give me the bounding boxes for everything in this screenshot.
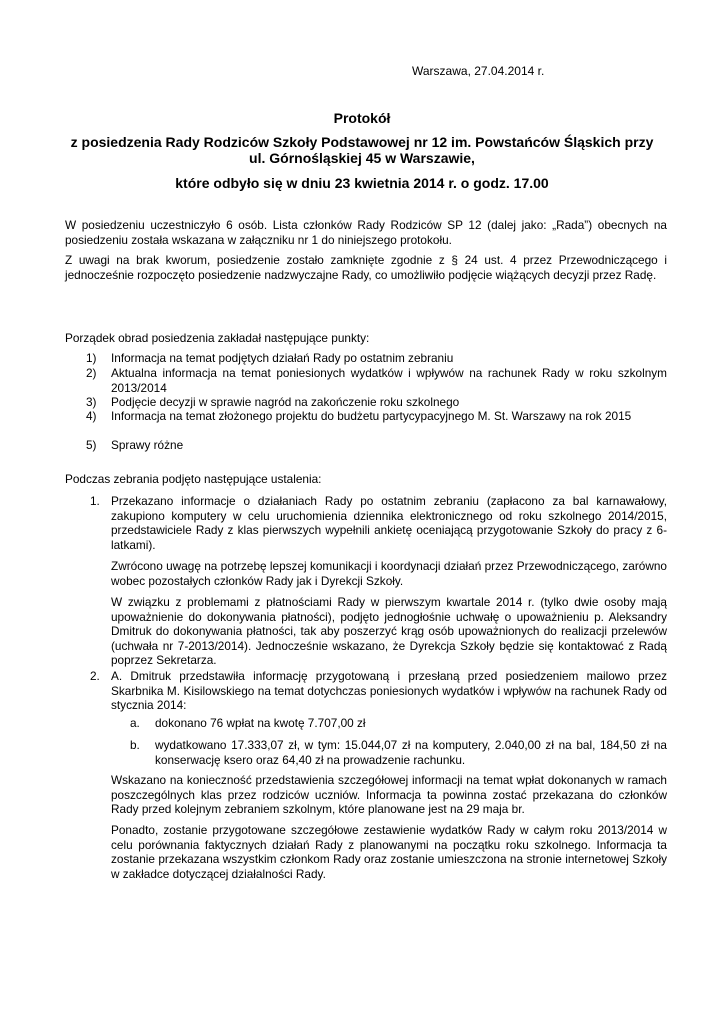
list-item-number: 3) [86, 395, 97, 409]
agenda-heading: Porządek obrad posiedzenia zakładał następujące punkty: [65, 331, 370, 345]
sublist-item: wydatkowano 17.333,07 zł, w tym: 15.044,07 zł na komputery, 2.040,00 zł na bal, 184,50 zł na konserwację ksero oraz 64,40 zł na prowadzenie rachunku. [155, 738, 667, 767]
finding-paragraph: W związku z problemami z płatnościami Rady w pierwszym kwartale 2014 r. (tylko dwie osoby mają upoważnienie do dokonywania płatności), podjęto jednogłośnie uchwałę o upoważnieniu p. Aleksandry Dmitruk do dokonywania płatności, tak aby poszerzyć krąg osób upoważnionych do realizacji przelewów (uchwała nr 7-2013/2014). Jednocześnie wskazano, że Dyrekcja Szkoły będzie się kontaktować z Radą poprzez Sekretarza. [111, 595, 667, 668]
sublist-item-number: a. [130, 716, 140, 730]
list-item-number: 1. [90, 494, 100, 508]
list-item: Sprawy różne [111, 438, 184, 452]
finding-paragraph: A. Dmitruk przedstawiła informację przygotowaną i przesłaną przed posiedzeniem mailowo przez Skarbnika M. Kisilowskiego na temat dotychczas poniesionych wydatków i wpływów na rachunek Rady od stycznia 2014: [111, 669, 667, 713]
document-subtitle: z posiedzenia Rady Rodziców Szkoły Podstawowej nr 12 im. Powstańców Śląskich przy ul. Górnośląskiej 45 w Warszawie, [70, 134, 654, 166]
list-item-number: 2) [86, 366, 97, 380]
findings-heading: Podczas zebrania podjęto następujące ustalenia: [65, 472, 322, 486]
finding-paragraph: Ponadto, zostanie przygotowane szczegółowe zestawienie wydatków Rady w całym roku 2013/2014 w celu porównania faktycznych działań Rady z planowanymi na początku roku szkolnego. Informacja ta zostanie przekazana wszystkim członkom Rady oraz zostanie umieszczona na stronie internetowej Szkoły w zakładce dotyczącej działalności Rady. [111, 823, 667, 881]
list-item: Aktualna informacja na temat poniesionych wydatków i wpływów na rachunek Rady w roku szkolnym 2013/2014 [111, 366, 667, 395]
finding-paragraph: Wskazano na konieczność przedstawienia szczegółowej informacji na temat wpłat dokonanych w ramach poszczególnych klas przez rodziców uczniów. Informacja ta powinna zostać przekazana do członków Rady przed kolejnym zebraniem szkolnym, które planowane jest na 29 maja br. [111, 773, 667, 817]
document-date: Warszawa, 27.04.2014 r. [412, 64, 545, 78]
intro-paragraph: Z uwagi na brak kworum, posiedzenie zostało zamknięte zgodnie z § 24 ust. 4 przez Przewodniczącego i jednocześnie rozpoczęto posiedzenie nadzwyczajne Rady, co umożliwiło podjęcie wiążących decyzji przez Radę. [65, 253, 667, 282]
finding-paragraph: Przekazano informacje o działaniach Rady po ostatnim zebraniu (zapłacono za bal karnawałowy, zakupiono komputery w celu uruchomienia dziennika elektronicznego od roku szkolnego 2014/2015, przedstawiciele Rady z klas pierwszych wypełnili ankietę oceniającą przygotowanie Szkoły do pracy z 6-latkami). [111, 494, 667, 552]
sublist-item-number: b. [130, 738, 140, 752]
meeting-datetime: które odbyło się w dniu 23 kwietnia 2014 r. o godz. 17.00 [175, 175, 549, 191]
list-item: Informacja na temat podjętych działań Rady po ostatnim zebraniu [111, 351, 454, 365]
document-title: Protokół [333, 110, 391, 126]
list-item-number: 2. [90, 669, 100, 683]
sublist-item: dokonano 76 wpłat na kwotę 7.707,00 zł [155, 716, 366, 730]
intro-paragraph: W posiedzeniu uczestniczyło 6 osób. Lista członków Rady Rodziców SP 12 (dalej jako: „Rada”) obecnych na posiedzeniu została wskazana w załączniku nr 1 do niniejszego protokołu. [65, 218, 667, 247]
list-item: Informacja na temat złożonego projektu do budżetu partycypacyjnego M. St. Warszawy na rok 2015 [111, 409, 632, 423]
list-item-number: 5) [86, 438, 97, 452]
list-item-number: 1) [86, 351, 97, 365]
list-item-number: 4) [86, 409, 97, 423]
list-item: Podjęcie decyzji w sprawie nagród na zakończenie roku szkolnego [111, 395, 460, 409]
finding-paragraph: Zwrócono uwagę na potrzebę lepszej komunikacji i koordynacji działań przez Przewodniczącego, zarówno wobec pozostałych członków Rady jak i Dyrekcji Szkoły. [111, 559, 667, 588]
